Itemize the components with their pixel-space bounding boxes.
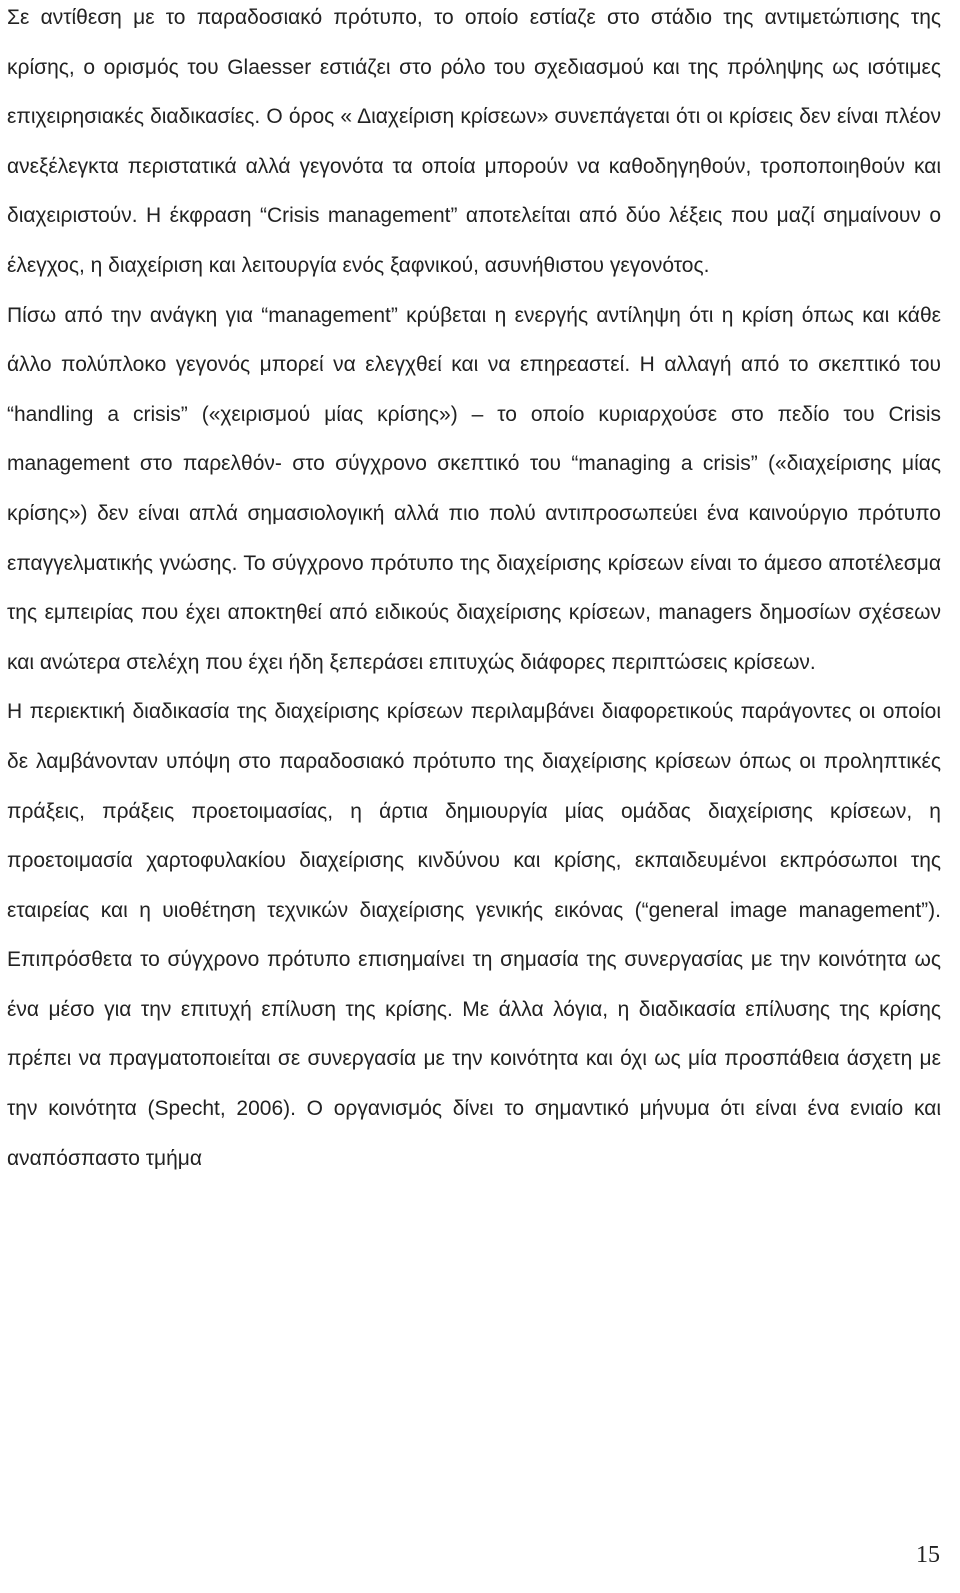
paragraph-1: Σε αντίθεση με το παραδοσιακό πρότυπο, το οποίο εστίαζε στο στάδιο της αντιμετώπισης της κρίσης, ο ορισμός του Glaesser εστιάζει στο ρόλο του σχεδιασμού και της πρόληψης ως ισότιμες επιχειρησιακές διαδικασίες. Ο όρος « Διαχείριση κρίσεων» συνεπάγεται ότι οι κρίσεις δεν είναι πλέον ανεξέλεγκτα περιστατικά αλλά γεγονότα τα οποία μπορούν να καθοδηγηθούν, τροποποιηθούν και διαχειριστούν. Η έκφραση “Crisis management” αποτελείται από δύο λέξεις που μαζί σημαίνουν ο έλεγχος, η διαχείριση και λειτουργία ενός ξαφνικού, ασυνήθιστου γεγονότος. [7, 6, 941, 277]
paragraph-2: Πίσω από την ανάγκη για “management” κρύβεται η ενεργής αντίληψη ότι η κρίση όπως και κάθε άλλο πολύπλοκο γεγονός μπορεί να ελεγχθεί και να επηρεαστεί. Η αλλαγή από το σκεπτικό του “handling a crisis” («χειρισμού μίας κρίσης») – το οποίο κυριαρχούσε στο πεδίο του Crisis management στο παρελθόν- στο σύγχρονο σκεπτικό του “managing a crisis” («διαχείρισης μίας κρίσης») δεν είναι απλά σημασιολογική αλλά πιο πολύ αντιπροσωπεύει ένα καινούργιο πρότυπο επαγγελματικής γνώσης. Το σύγχρονο πρότυπο της διαχείρισης κρίσεων είναι το άμεσο αποτέλεσμα της εμπειρίας που έχει αποκτηθεί από ειδικούς διαχείρισης κρίσεων, managers δημοσίων σχέσεων και ανώτερα στελέχη που έχει ήδη ξεπεράσει επιτυχώς διάφορες περιπτώσεις κρίσεων. [7, 303, 941, 674]
page-number: 15 [916, 1542, 940, 1568]
paragraph-3: Η περιεκτική διαδικασία της διαχείρισης κρίσεων περιλαμβάνει διαφορετικούς παράγοντες οι οποίοι δε λαμβάνονταν υπόψη στο παραδοσιακό πρότυπο της διαχείρισης κρίσεων όπως οι προληπτικές πράξεις, πράξεις προετοιμασίας, η άρτια δημιουργία μίας ομάδας διαχείρισης κρίσεων, η προετοιμασία χαρτοφυλακίου διαχείρισης κινδύνου και κρίσης, εκπαιδευμένοι εκπρόσωποι της εταιρείας και η υιοθέτηση τεχνικών διαχείρισης γενικής εικόνας (“general image management”). Επιπρόσθετα το σύγχρονο πρότυπο επισημαίνει τη σημασία της συνεργασίας με την κοινότητα ως ένα μέσο για την επιτυχή επίλυση της κρίσης. Με άλλα λόγια, η διαδικασία επίλυσης της κρίσης πρέπει να πραγματοποιείται σε συνεργασία με την κοινότητα και όχι ως μία προσπάθεια άσχετη με την κοινότητα (Specht, 2006). Ο οργανισμός δίνει το σημαντικό μήνυμα ότι είναι ένα ενιαίο και αναπόσπαστο τμήμα [7, 700, 941, 1170]
document-page [7, 0, 941, 1183]
